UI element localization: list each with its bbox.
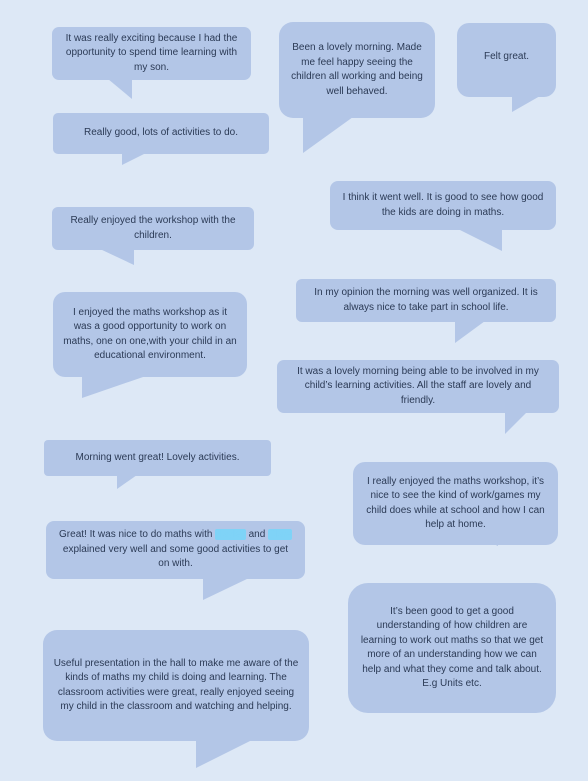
comment-bubble xyxy=(53,292,247,377)
comment-text: Useful presentation in the hall to make me aware of the kinds of maths my child is doing and learning. The classroom activities were great, really enjoyed seeing my child in the classroom and watching and helping. xyxy=(53,657,299,712)
comment-bubble xyxy=(279,22,435,118)
bubble-tail xyxy=(458,229,502,251)
comment-text: It was really exciting because I had the opportunity to spend time learning with my son. xyxy=(65,32,238,73)
comment-bubble xyxy=(44,440,271,476)
comment-text: Been a lovely morning. Made me feel happy seeing the children all working and being well behaved. xyxy=(291,42,423,97)
bubble-tail xyxy=(303,117,353,153)
comment-text: I enjoyed the maths workshop as it was a good opportunity to work on maths, one on one,with your child in an educational environment. xyxy=(63,306,237,361)
bubble-tail xyxy=(122,153,146,165)
redacted-name: Clare xyxy=(268,529,292,541)
comment-bubble xyxy=(46,521,305,579)
bubble-tail xyxy=(512,96,540,112)
redacted-name: Hayley xyxy=(215,529,246,541)
comment-text: In my opinion the morning was well organized. It is always nice to take part in school life. xyxy=(314,287,538,313)
comment-bubble xyxy=(53,113,269,154)
comment-text: It was a lovely morning being able to be involved in my child’s learning activities. All the staff are lovely and friendly. xyxy=(297,365,539,406)
comment-bubble xyxy=(296,279,556,322)
comment-text xyxy=(56,528,295,572)
bubble-tail xyxy=(505,412,527,434)
bubble-tail xyxy=(203,578,249,600)
comment-bubble xyxy=(52,207,254,250)
bubble-tail xyxy=(100,249,134,265)
comment-text: Really enjoyed the workshop with the children. xyxy=(70,215,236,241)
bubble-tail xyxy=(455,321,485,343)
comment-bubble xyxy=(457,23,556,97)
comment-text-part: explained very well and some good activities to get on with. xyxy=(62,543,289,570)
comment-text: Felt great. xyxy=(483,51,530,62)
bubble-tail xyxy=(117,475,137,489)
bubble-tail xyxy=(196,740,252,768)
comment-bubble xyxy=(52,27,251,80)
comment-text-part: and xyxy=(245,529,269,541)
bubble-tail xyxy=(108,79,132,99)
comment-text: Really good, lots of activities to do. xyxy=(84,127,238,139)
comment-bubble xyxy=(353,462,558,545)
comment-bubble xyxy=(43,630,309,741)
comment-text: Morning went great! Lovely activities. xyxy=(75,451,240,463)
bubble-tail xyxy=(458,528,498,546)
bubble-tail xyxy=(82,376,146,398)
comment-bubble xyxy=(348,583,556,713)
comment-text-part: Great! It was nice to do maths with xyxy=(59,529,216,541)
comment-text: I think it went well. It is good to see how good the kids are doing in maths. xyxy=(342,192,544,218)
comment-bubble xyxy=(277,360,559,413)
comment-text: It’s been good to get a good understanding of how children are learning to work out maths so that we get more of an understanding how we can help and what they come and talk about. E.g Units etc. xyxy=(360,605,544,689)
comment-text: I really enjoyed the maths workshop, it’s nice to see the kind of work/games my child does while at school and how I can help at home. xyxy=(366,475,545,530)
comment-bubble xyxy=(330,181,556,230)
